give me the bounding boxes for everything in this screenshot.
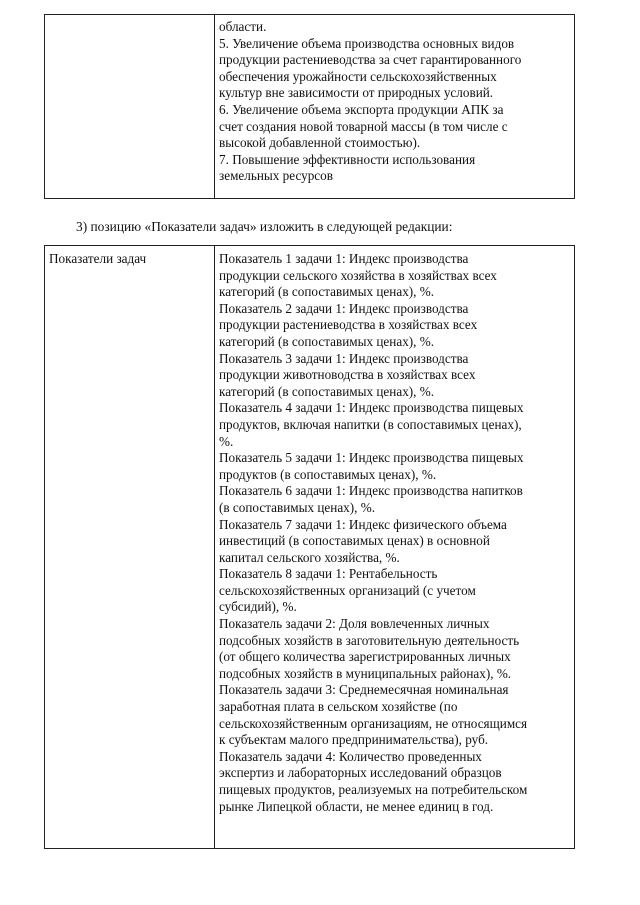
text-line: категорий (в сопоставимых ценах), %. <box>219 383 435 399</box>
table-cell-label <box>45 246 215 849</box>
table-row <box>45 246 575 849</box>
text-line: Показатель задачи 3: Среднемесячная номинальная <box>219 682 509 698</box>
text-line: обеспечения урожайности сельскохозяйственных <box>219 68 497 84</box>
text-line: заработная плата в сельском хозяйстве (по <box>219 699 458 715</box>
text-line: Показатель 2 задачи 1: Индекс производства <box>219 300 469 316</box>
table-row <box>45 15 575 199</box>
text-line: пищевых продуктов, реализуемых на потребительском <box>219 782 528 797</box>
table-cell-content <box>215 246 575 849</box>
text-line: (в сопоставимых ценах), %. <box>219 499 376 515</box>
text-line: продукции растениеводства за счет гарантированного <box>219 52 522 68</box>
text-line: (от общего количества зарегистрированных личных <box>219 649 511 665</box>
goals-text <box>215 15 574 188</box>
indicators-text <box>215 246 574 818</box>
text-line: продукции животноводства в хозяйствах всех <box>219 367 476 383</box>
text-line: 6. Увеличение объема экспорта продукции АПК за <box>219 101 504 117</box>
text-line: Показатель 8 задачи 1: Рентабельность <box>219 566 438 582</box>
text-line: Показатель 7 задачи 1: Индекс физического объема <box>219 516 507 532</box>
text-line: рынке Липецкой области, не менее единиц в год. <box>219 798 494 814</box>
text-line: категорий (в сопоставимых ценах), %. <box>219 333 435 349</box>
text-line: Показатель 1 задачи 1: Индекс производства <box>219 251 469 266</box>
text-line: к субъектам малого предпринимательства), руб. <box>219 732 489 748</box>
text-line: 7. Повышение эффективности использования <box>219 151 476 167</box>
text-line: продуктов (в сопоставимых ценах), %. <box>219 466 437 482</box>
text-line: 5. Увеличение объема производства основных видов <box>219 35 515 51</box>
text-line: продукции сельского хозяйства в хозяйствах всех <box>219 267 497 283</box>
text-line: Показатель 5 задачи 1: Индекс производства пищевых <box>219 450 524 466</box>
amendment-paragraph: 3) позицию «Показатели задач» изложить в следующей редакции: <box>76 219 453 234</box>
text-line: Показатель 6 задачи 1: Индекс производства напитков <box>219 483 523 499</box>
text-line: Показатель задачи 4: Количество проведенных <box>219 748 482 764</box>
text-line: экспертиз и лабораторных исследований образцов <box>219 765 502 781</box>
text-line: категорий (в сопоставимых ценах), %. <box>219 284 435 300</box>
text-line: подсобных хозяйств в муниципальных районах), %. <box>219 665 512 681</box>
text-line: земельных ресурсов <box>219 168 333 184</box>
table-cell-label <box>45 15 215 199</box>
text-line: продукции растениеводства в хозяйствах всех <box>219 317 478 333</box>
text-line: культур вне зависимости от природных условий. <box>219 85 494 101</box>
previous-section-table <box>44 14 575 199</box>
indicators-label: Показатели задач <box>49 251 147 266</box>
text-line: высокой добавленной стоимостью). <box>219 135 421 151</box>
table-cell-content <box>215 15 575 199</box>
text-line: Показатель 3 задачи 1: Индекс производства <box>219 350 469 366</box>
text-line: Показатель 4 задачи 1: Индекс производства пищевых <box>219 400 524 416</box>
text-line: инвестиций (в сопоставимых ценах) в основной <box>219 533 490 549</box>
text-line: сельскохозяйственным организациям, не относящимся <box>219 715 528 731</box>
text-line: капитал сельского хозяйства, %. <box>219 549 400 565</box>
text-line: продуктов, включая напитки (в сопоставимых ценах), <box>219 416 522 432</box>
text-line: сельскохозяйственных организаций (с учетом <box>219 582 476 598</box>
text-line: подсобных хозяйств в заготовительную деятельность <box>219 632 520 648</box>
text-line: Показатель задачи 2: Доля вовлеченных личных <box>219 616 490 632</box>
text-line: субсидий), %. <box>219 599 297 615</box>
label-text <box>45 15 214 20</box>
text-line: счет создания новой товарной массы (в том числе с <box>219 118 508 134</box>
text-line: области. <box>219 19 267 34</box>
indicators-table <box>44 245 575 849</box>
text-line: %. <box>219 433 234 449</box>
